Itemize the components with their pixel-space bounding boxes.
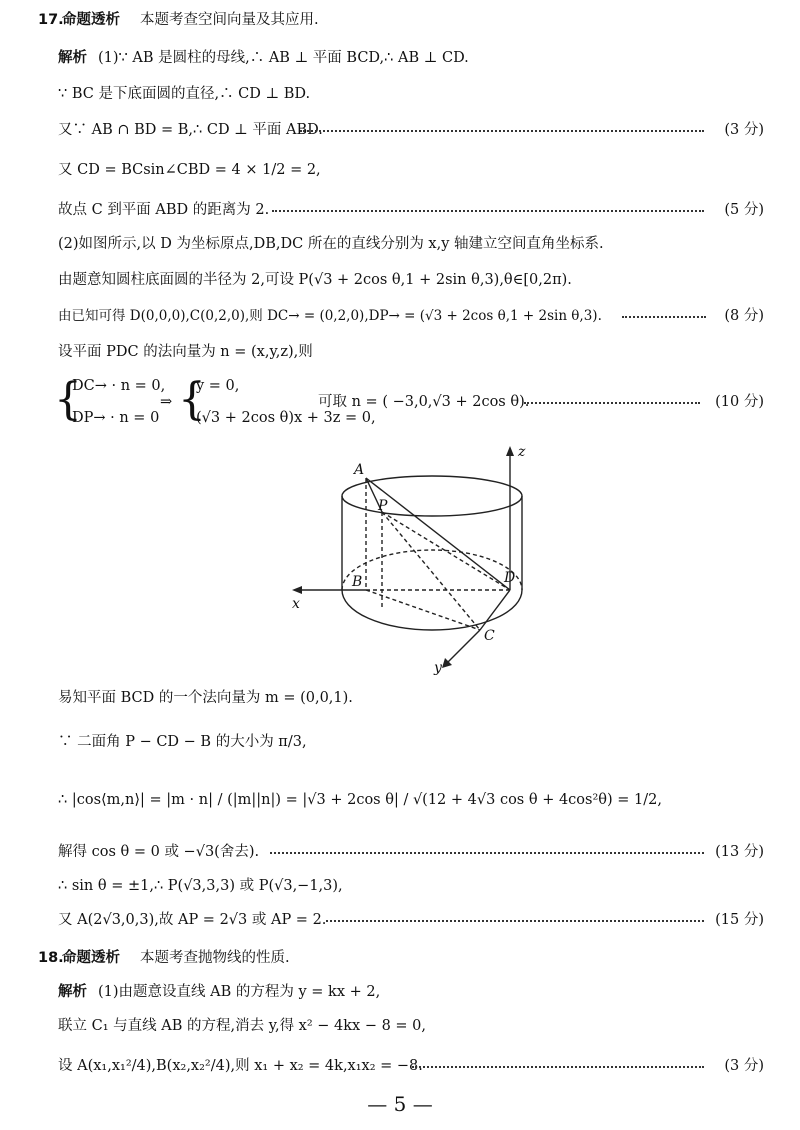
solution-line [0,1052,800,1080]
bottom-back-arc [342,550,522,590]
x-arrowhead [292,586,302,594]
solution-text: ∵ 二面角 P − CD − B 的大小为 π/3, [58,734,307,750]
section-text: 本题考查抛物线的性质. [140,950,290,966]
solution-label: 解析 [58,50,87,66]
solution-text: 由题意知圆柱底面圆的半径为 2,可设 P(√3 + 2cos θ,1 + 2sin θ,3),θ∈[0,2π). [58,272,572,288]
solution-text: ∴ sin θ = ±1,∴ P(√3,3,3) 或 P(√3,−1,3), [58,878,343,894]
solution-line [0,1012,800,1040]
score-label: (10 分) [715,394,764,410]
solution-label: 解析 [58,984,87,1000]
z-arrowhead [506,446,514,456]
page-number: — 5 — [367,1092,433,1116]
score-label: (8 分) [724,308,764,324]
solution-text: 联立 C₁ 与直线 AB 的方程,消去 y,得 x² − 4kx − 8 = 0, [58,1018,427,1034]
score-label: (15 分) [715,912,764,928]
solution-text: 解得 cos θ = 0 或 −√3(舍去). [58,844,260,860]
solution-text: 设 A(x₁,x₁²/4),B(x₂,x₂²/4),则 x₁ + x₂ = 4k,x₁x₂ = −8. [58,1058,423,1074]
solution-text: 易知平面 BCD 的一个法向量为 m = (0,0,1). [58,690,353,706]
solution-text: ∵ BC 是下底面圆的直径,∴ CD ⊥ BD. [58,86,311,102]
solution-text: 故点 C 到平面 ABD 的距离为 2. [58,202,270,218]
section-title: 命题透析 [62,950,120,966]
edge-CD [480,590,510,630]
solution-line [0,838,800,866]
solution-text: ∴ |cos⟨m,n⟩| = |m · n| / (|m||n|) = |√3 + 2cos θ| / √(12 + 4√3 cos θ + 4cos²θ) = 1/2, [58,792,662,808]
system-eq-3: y = 0, [196,378,240,394]
system-eq-2: DP→ · n = 0 [72,410,160,426]
label-B: B [352,574,363,590]
label-A: A [354,462,365,478]
solution-line [0,230,800,258]
solution-line [0,684,800,712]
problem-number: 18. [38,950,64,966]
label-P: P [378,498,388,514]
problem-17-heading [0,6,800,34]
leader-dots [412,1066,704,1068]
leader-dots [270,852,704,854]
solution-line [0,80,800,108]
solution-text: 设平面 PDC 的法向量为 n = (x,y,z),则 [58,344,313,360]
label-x: x [292,596,300,612]
label-y: y [434,660,442,676]
section-text: 本题考查空间向量及其应用. [140,12,319,28]
solution-line [0,728,800,756]
solution-line [0,116,800,144]
score-label: (13 分) [715,844,764,860]
solution-text: 由已知可得 D(0,0,0),C(0,2,0),则 DC→ = (0,2,0),DP→ = (√3 + 2cos θ,1 + 2sin θ,3). [58,308,602,324]
score-label: (5 分) [724,202,764,218]
solution-text: (2)如图所示,以 D 为坐标原点,DB,DC 所在的直线分别为 x,y 轴建立空间直角坐标系. [58,236,604,252]
cylinder-figure [280,440,560,685]
solution-line [0,156,800,184]
solution-line [0,338,800,366]
equation-system [0,372,800,436]
solution-text: 又∵ AB ∩ BD = B,∴ CD ⊥ 平面 ABD. [58,122,323,138]
brace-left: { [54,374,82,425]
solution-line [0,44,800,72]
leader-dots [524,402,700,404]
top-ellipse [342,476,522,516]
section-title: 命题透析 [62,12,120,28]
solution-line [0,266,800,294]
y-axis [446,630,480,664]
solution-line [0,302,800,330]
solution-line [0,906,800,934]
label-z: z [518,444,526,460]
label-D: D [504,570,516,586]
solution-text: 又 CD = BCsin∠CBD = 4 × 1/2 = 2, [58,162,321,178]
solution-line [0,196,800,224]
leader-dots [326,920,704,922]
solution-line [0,978,800,1006]
score-label: (3 分) [724,1058,764,1074]
solution-text: (1)由题意设直线 AB 的方程为 y = kx + 2, [98,984,381,1000]
solution-text: 又 A(2√3,0,3),故 AP = 2√3 或 AP = 2. [58,912,327,928]
brace-right: { [178,374,206,425]
implies-arrow: ⇒ [160,394,173,410]
edge-AD [366,478,510,590]
score-label: (3 分) [724,122,764,138]
leader-dots [300,130,704,132]
label-C: C [484,628,495,644]
solution-text: (1)∵ AB 是圆柱的母线,∴ AB ⊥ 平面 BCD,∴ AB ⊥ CD. [98,50,469,66]
system-eq-1: DC→ · n = 0, [72,378,166,394]
edge-PC [382,512,480,630]
problem-18-heading [0,944,800,972]
problem-number: 17. [38,12,64,28]
solution-line [0,786,800,814]
leader-dots [622,316,706,318]
solution-text: 可取 n = ( −3,0,√3 + 2cos θ). [318,394,530,410]
leader-dots [272,210,704,212]
solution-line [0,872,800,900]
system-eq-4: (√3 + 2cos θ)x + 3z = 0, [196,410,376,426]
